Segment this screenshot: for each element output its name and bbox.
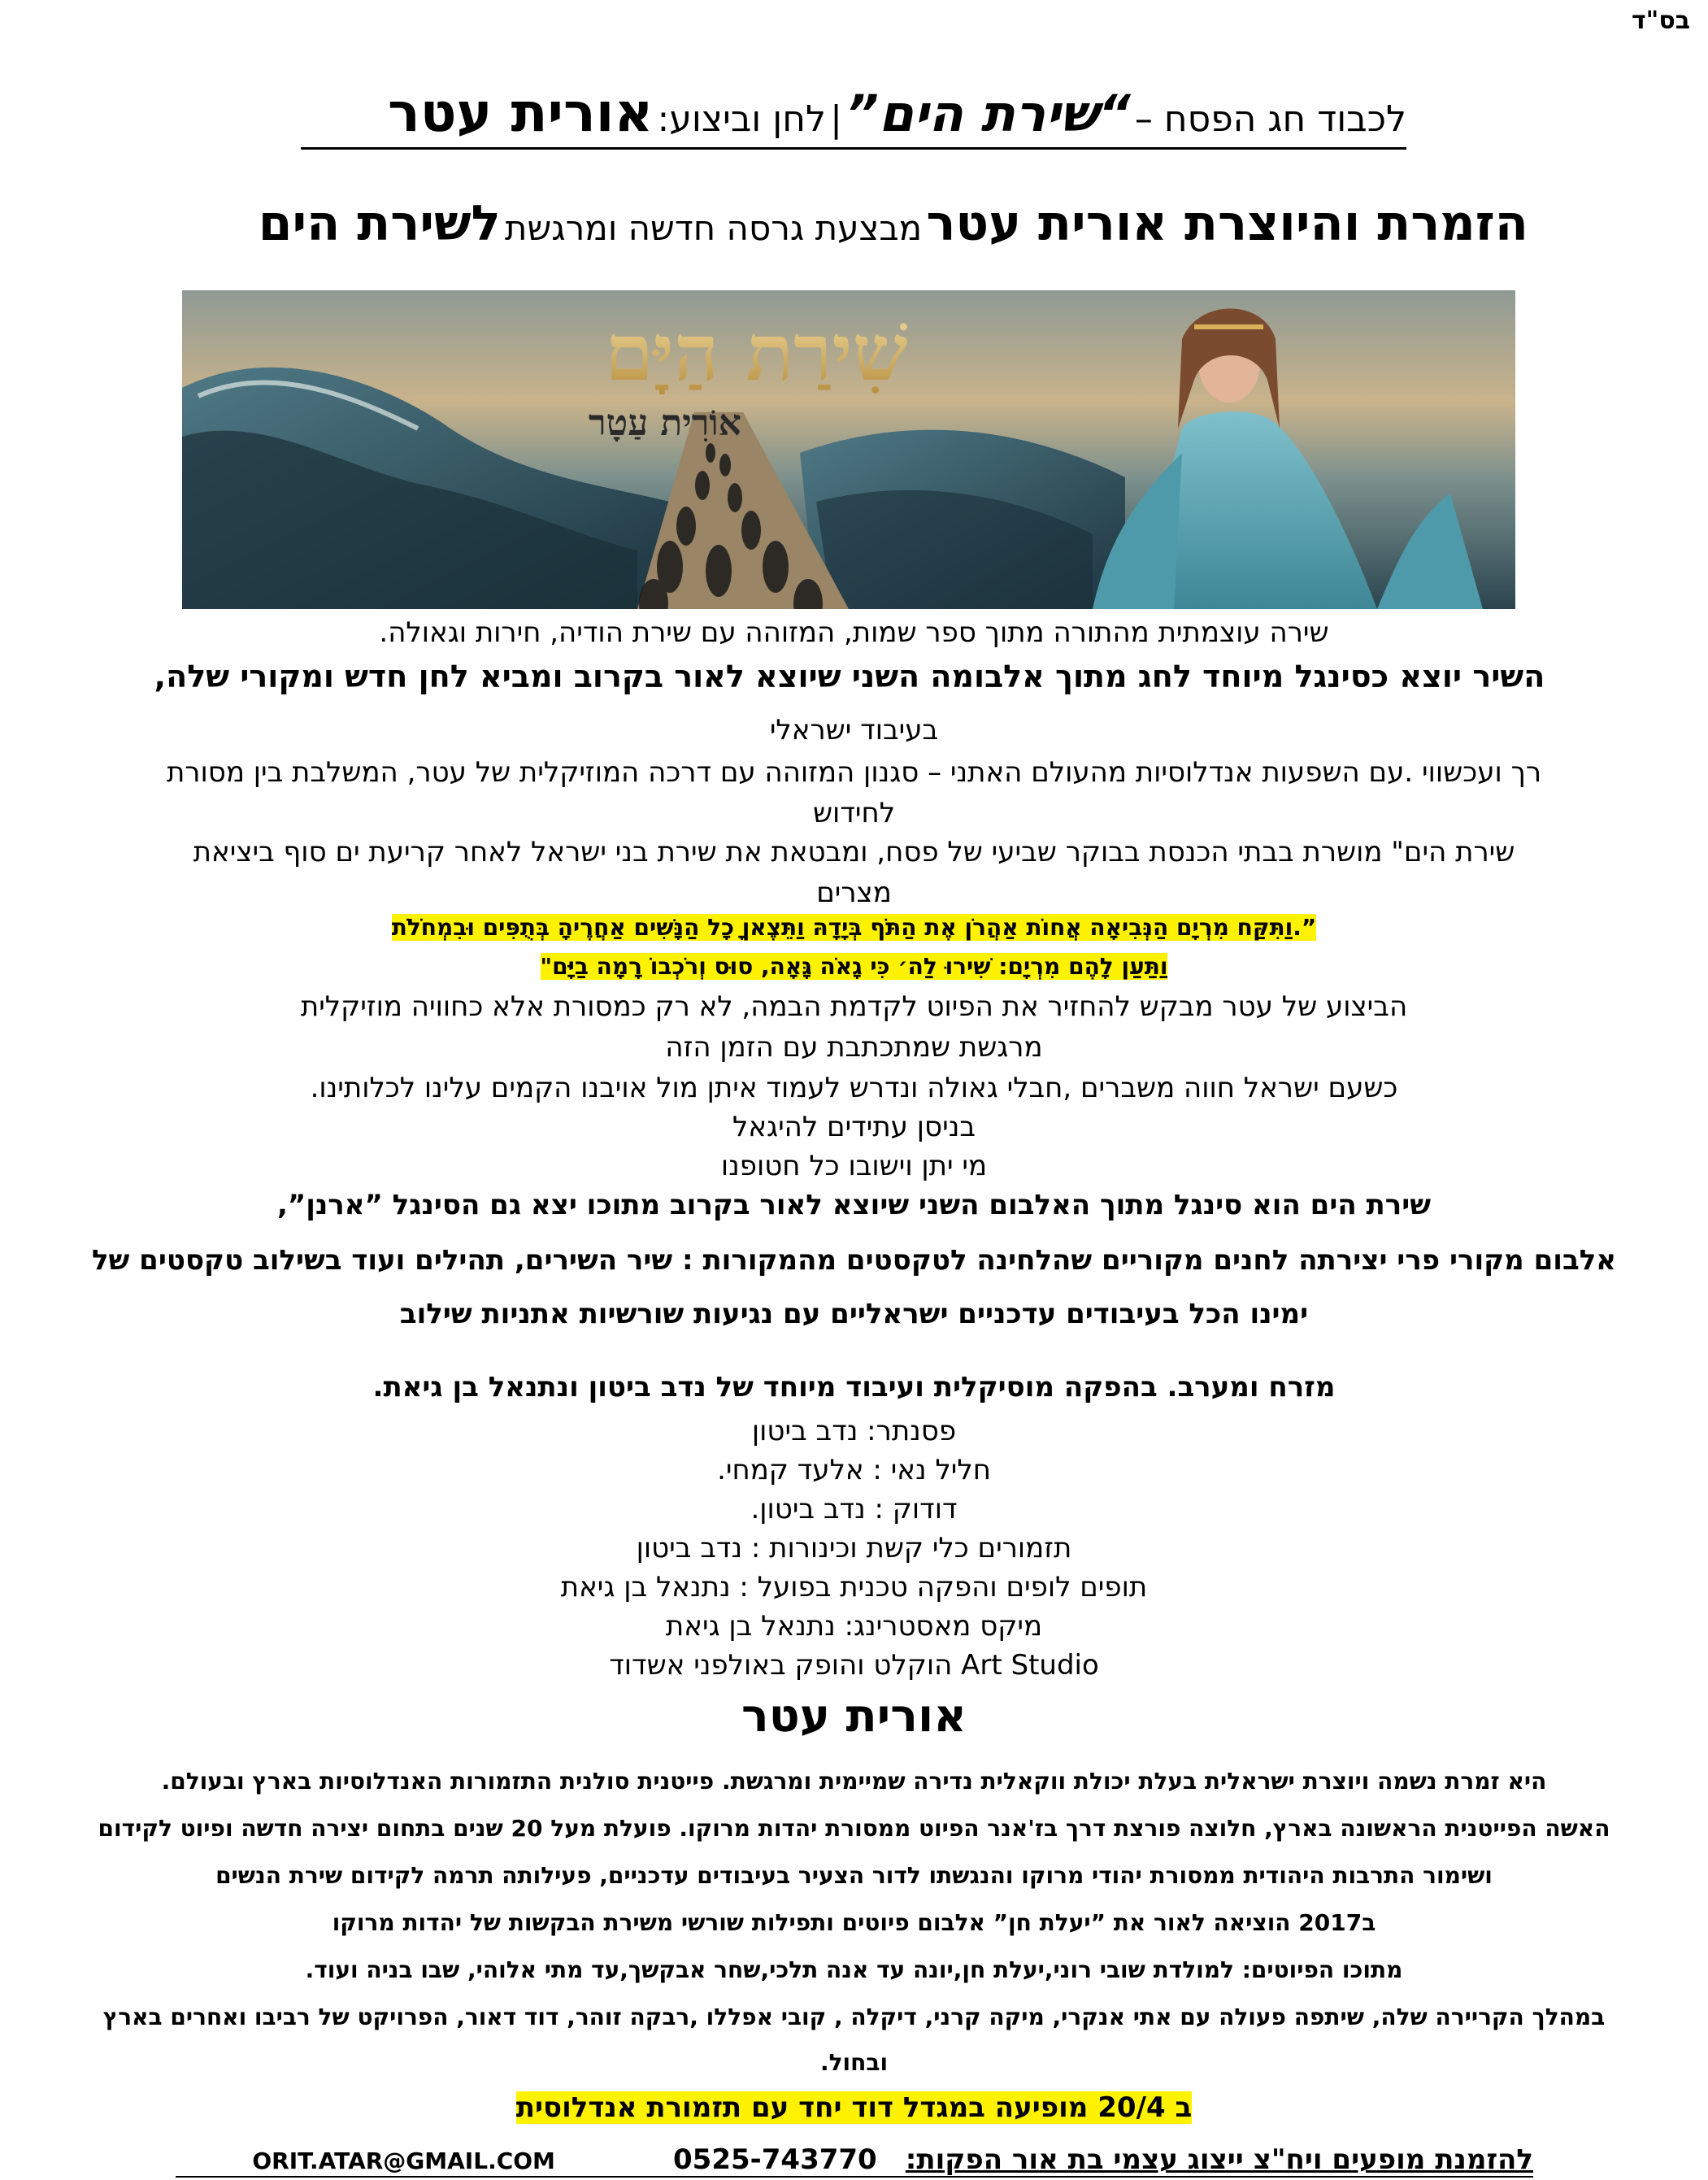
credit-line-4: תזמורים כלי קשת וכינורות : נדב ביטון: [636, 1532, 1072, 1564]
bio-line-4: ב2017 הוציאה לאור את ”יעלת חן” אלבום פיוטים ותפילות שורשי משירת הבקשות של יהדות מרוקו: [332, 1909, 1376, 1936]
event-line-wrap: [0, 2091, 1708, 2124]
credit-line-2: חליל נאי : אלעד קמחי.: [717, 1454, 991, 1486]
credit-line-3: דודוק : נדב ביטון.: [750, 1493, 958, 1525]
bsd-header: בס"ד: [1632, 7, 1690, 35]
bio-line-7: ובחול.: [819, 2049, 889, 2076]
banner-artist: אוֹרִית עַטָר: [589, 402, 741, 444]
body-line-12: מי יתן וישובו כל חטופנו: [720, 1150, 988, 1182]
body-line-4: רך ועכשווי .עם השפעות אנדלוסיות מהעולם האתני – סגנון המזוהה עם דרכה המוזיקלית של עטר, המשלבת בין מסורת: [166, 756, 1542, 789]
page-title: [301, 81, 1406, 150]
footer-contact: [176, 2143, 1533, 2178]
banner-artwork: [182, 290, 1515, 609]
body-line-16: מזרח ומערב. בהפקה מוסיקלית ועיבוד מיוחד של נדב ביטון ונתנאל בן גיאת.: [372, 1371, 1336, 1403]
title-prefix: לכבוד חג הפסח –: [1134, 98, 1406, 140]
credit-line-5: תופים לופים והפקה טכנית בפועל : נתנאל בן גיאת: [560, 1571, 1148, 1603]
bio-heading: אורית עטר: [741, 1690, 967, 1743]
body-line-11: בניסן עתידים להיגאל: [732, 1111, 976, 1143]
bio-line-3: ושימור התרבות היהודית ממסורת יהודי מרוקו והנגשתו לדור הצעיר בעיבודים עדכניים, פעילותה תרמה לקידום שירת הנשים: [215, 1862, 1493, 1889]
bio-line-2: האשה הפייטנית הראשונה בארץ, חלוצה פורצת דרך בז'אנר הפיוט ממסורת יהדות מרוקו. פועלת מעל 20 שנים בתחום יצירה חדשה ופיוט לקידום: [98, 1815, 1610, 1842]
body-line-7: מצרים: [816, 877, 892, 909]
subtitle-song: לשירת הים: [258, 195, 501, 252]
quote-line-1-wrap: [0, 914, 1708, 941]
footer-phone[interactable]: 0525-743770: [673, 2143, 877, 2176]
credit-line-1: פסנתר: נדב ביטון: [751, 1415, 957, 1447]
body-line-2: השיר יוצא כסינגל מיוחד לחג מתוך אלבומה השני שיוצא לאור בקרוב ומביא לחן חדש ומקורי שלה,: [154, 659, 1545, 694]
subtitle-performs: מבצעת גרסה חדשה ומרגשת: [504, 208, 923, 248]
bio-line-6: במהלך הקריירה שלה, שיתפה פעולה עם אתי אנקרי, מיקה קרני, דיקלה , קובי אפללו ,רבקה זוהר, דוד דאור, הפרויקט של רביבו ואחרים בארץ: [102, 2004, 1606, 2030]
body-line-15: ימינו הכל בעיבודים עדכניים ישראליים עם נגיעות שורשיות אתניות שילוב: [399, 1298, 1309, 1330]
credit-line-6: מיקס מאסטרינג: נתנאל בן גיאת: [665, 1610, 1043, 1643]
title-artist: אורית עטר: [387, 81, 654, 144]
bio-line-5: מתוכו הפיוטים: למולדת שובי רוני,יעלת חן,יונה עד אנה תלכי,שחר אבקשך,עד מתי אלוהי, שבו בניה ועוד.: [305, 1956, 1403, 1983]
body-line-1: שירה עוצמתית מהתורה מתוך ספר שמות, המזוהה עם שירת הודיה, חירות וגאולה.: [379, 616, 1329, 649]
body-line-3: בעיבוד ישראלי: [769, 714, 939, 746]
title-credit: לחן וביצוע:: [657, 98, 826, 140]
credit-line-7: Art Studio הוקלט והופק באולפני אשדוד: [609, 1649, 1099, 1682]
body-line-9: מרגשת שמתכתבת עם הזמן הזה: [665, 1031, 1043, 1064]
footer-booking: להזמנת מופעים ויח"צ ייצוג עצמי בת אור הפקות:: [905, 2143, 1533, 2176]
quote-line-1: ”.וַתִּקַּח מִרְיָם הַנְּבִיאָה אֲחוֹת אַהֲרֹן אֶת הַתֹּף בְּיָדָהּ וַתֵּצֶאןָ כָל הַנָּשִׁים אַחֲרֶיהָ בְּתֻפִּים וּבִמְחֹלֹת: [391, 914, 1317, 941]
subtitle-singer: הזמרת והיוצרת אורית עטר: [926, 195, 1528, 252]
title-song: “שירת הים”: [846, 84, 1131, 143]
body-line-14: אלבום מקורי פרי יצירתה לחנים מקוריים שהלחינה לטקסטים מהמקורות : שיר השירים, תהילים ועוד בשילוב טקסטים של: [91, 1244, 1617, 1277]
bio-line-1: היא זמרת נשמה ויוצרת ישראלית בעלת יכולת ווקאלית נדירה שמיימית ומרגשת. פייטנית סולנית התזמורות האנדלוסיות בארץ ובעולם.: [161, 1768, 1547, 1795]
body-line-6: שירת הים" מושרת בבתי הכנסת בבוקר שביעי של פסח, ומבטאת את שירת בני ישראל לאחר קריעת ים סוף ביציאת: [193, 836, 1515, 868]
event-announcement: ב 20/4 מופיעה במגדל דוד יחד עם תזמורת אנדלוסית: [515, 2091, 1193, 2124]
album-banner-image: [182, 290, 1515, 609]
body-line-5: לחידוש: [812, 797, 896, 829]
footer-email[interactable]: ORIT.ATAR@GMAIL.COM: [252, 2147, 555, 2174]
banner-title: שִׁירַת הַיָּם: [605, 307, 908, 398]
quote-line-2-wrap: [0, 953, 1708, 980]
body-line-8: הביצוע של עטר מבקש להחזיר את הפיוט לקדמת הבמה, לא רק כמסורת אלא כחוויה מוזיקלית: [300, 990, 1408, 1023]
body-line-13: שירת הים הוא סינגל מתוך האלבום השני שיוצא לאור בקרוב מתוכו יצא גם הסינגל ”ארנן”,: [276, 1189, 1432, 1221]
subtitle: [195, 195, 1528, 252]
body-line-10: כשעם ישראל חווה משברים ,חבלי גאולה ונדרש לעמוד איתן מול אויבנו הקמים עלינו לכלותינו.: [310, 1072, 1398, 1104]
title-separator: |: [830, 98, 842, 140]
quote-line-2: וַתַּעַן לָהֶם מִרְיָם: שִׁירוּ לַה׳ כִּי גָאֹה גָּאָה, סוּס וְרֹכְבוֹ רָמָה בַיָּם": [540, 953, 1168, 980]
